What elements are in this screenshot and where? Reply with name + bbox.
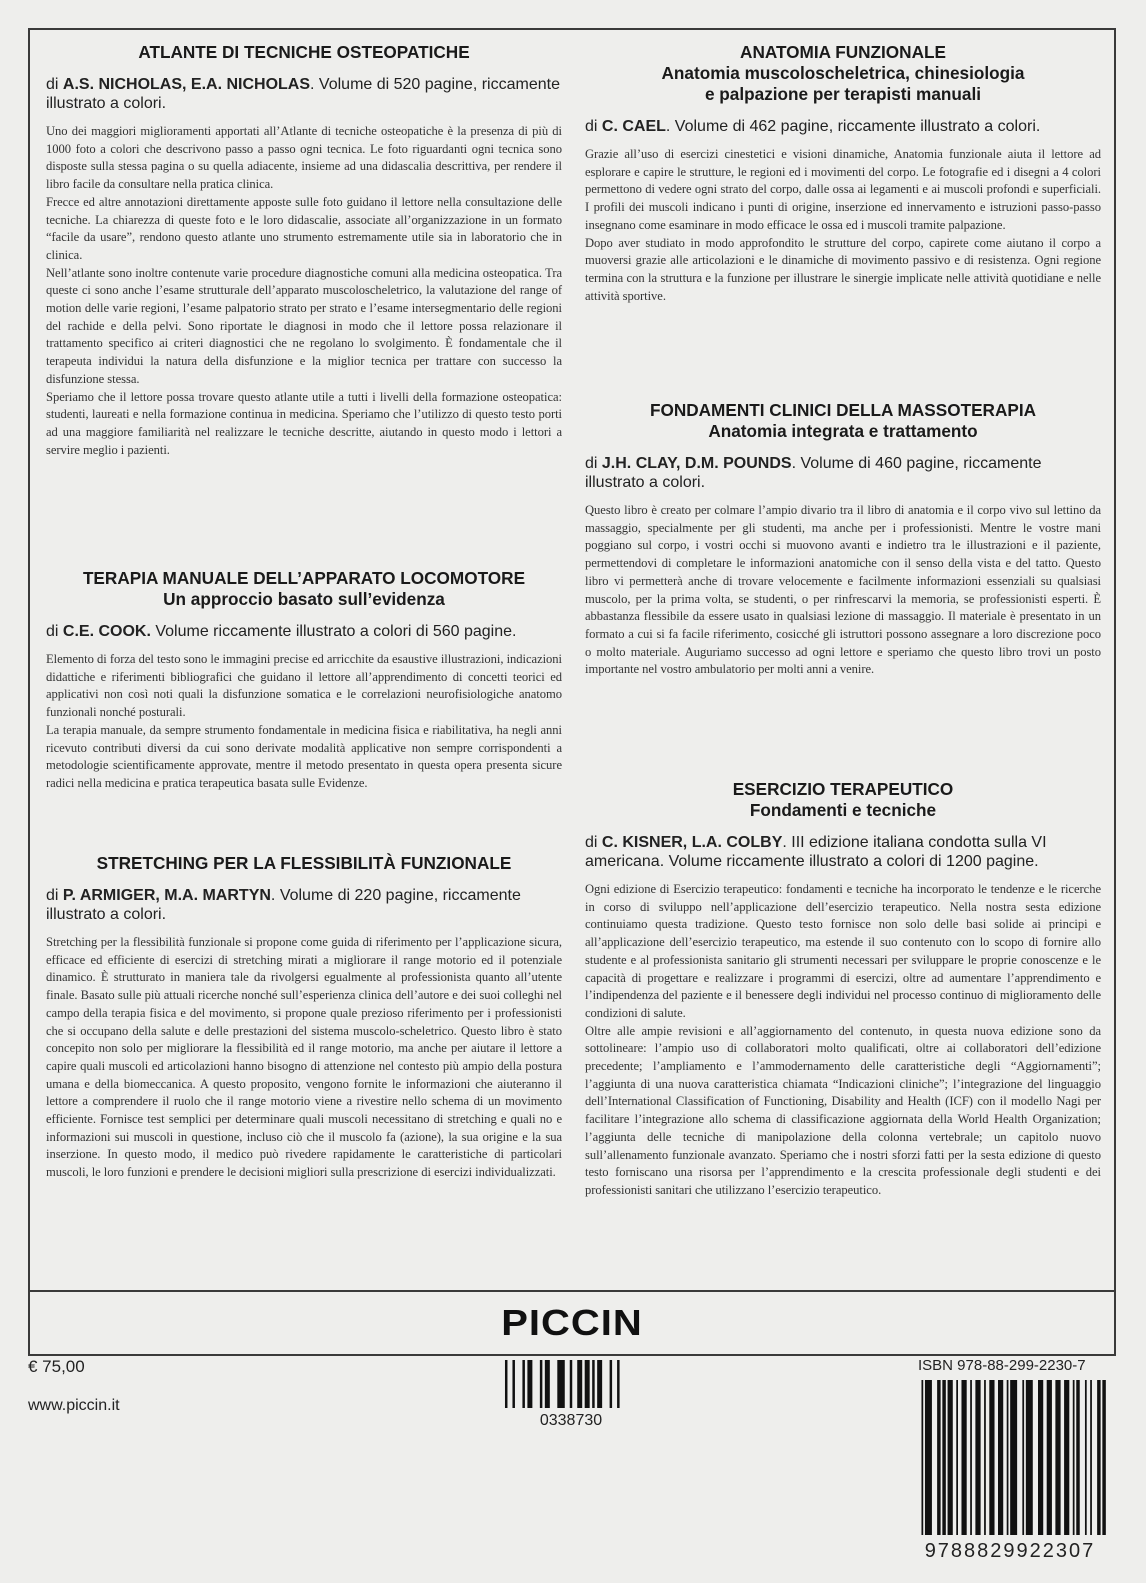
barcode-bar [557,1360,564,1408]
book-authors: A.S. NICHOLAS, E.A. NICHOLAS [62,76,311,93]
barcode-bar [1097,1380,1100,1535]
book-subtitle: Anatomia integrata e trattamento [708,421,978,441]
paragraph: Frecce ed altre annotazioni direttamente apposte sulle foto guidano il lettore nella consultazione delle tecniche. La chiarezza di queste foto e le loro didascalie, associate all’organizzazione in un formato “facile da usare”, rendono questo atlante uno strumento estremamente utile sia in laboratorio che in clinica. [46,194,562,262]
barcode-bar [1085,1380,1087,1535]
book-author-line: di J.H. CLAY, D.M. POUNDS. Volume di 460 pagine, riccamente illustrato a colori. [585,455,1042,491]
paragraph: Elemento di forza del testo sono le immagini precise ed arricchite da esaustive illustrazioni, indicazioni didattiche e riferimenti bibliografici che guidano il lettore all’apprendimento di concetti teorici ed applicativi non così noti quali la disfunzione somatica e le correlazioni neurofisiologiche anatomo funzionali nonché posturali. [46,652,562,720]
book-author-line: di P. ARMIGER, M.A. MARTYN. Volume di 220 pagine, riccamente illustrato a colori. [46,887,521,923]
book-nicholas [46,42,562,459]
book-cook [46,568,562,793]
paragraph: Ogni edizione di Esercizio terapeutico: fondamenti e tecniche ha incorporato le tendenze e le ricerche in corso di sviluppo nell’applicazione dell’esercizio terapeutico. Nella nostra sesta edizione continuiamo questa tradizione. Questo testo fornisce non solo delle basi solide ai principi e all’applicazione dell’esercizio terapeutico, ma estende il suo contenuto con lo scopo di fornire allo studente e al professionista sanitario gli strumenti necessari per sviluppare le proprie conoscenze e le capacità di progettare e realizzare i programmi di esercizi, oltre ad aumentare l’apprendimento e l’indipendenza del paziente e il benessere degli individui nel processo continuo di miglioramento delle condizioni di salute. [585,882,1101,1020]
barcode-bar [570,1360,572,1408]
book-description [585,502,1101,679]
barcode-bar [1047,1380,1052,1535]
barcode-bar [948,1380,953,1535]
barcode-bar [617,1360,619,1408]
book-author-line: di C. CAEL. Volume di 462 pagine, riccamente illustrato a colori. [585,118,1041,135]
isbn-label: ISBN 978-88-299-2230-7 [918,1357,1086,1374]
barcode-bar [1010,1380,1017,1535]
paragraph: Dopo aver studiato in modo approfondito le strutture del corpo, capirete come aiutano il corpo a muoversi grazie alle articolazioni e le dinamiche di movimento passivo e di resistenza. Ogni regione termina con la struttura e la funzione per illustrare le sinergie implicate nelle attività quotidiane e nelle attività sportive. [585,235,1101,303]
barcode-bar [998,1380,1003,1535]
paragraph: Nell’atlante sono inoltre contenute varie procedure diagnostiche comuni alla medicina osteopatica. Tra queste ci sono anche l’esame strutturale dell’apparato muscoloscheletrico, la valutazione del range of motion delle varie regioni, l’esame palpatorio strato per strato e l’esame intersegmentario delle regioni del rachide e della pelvi. Sono riportate le diagnosi in modo che il lettore possa relazionare il trattamento specifico ai criteri diagnostici che ne regolano lo svolgimento. È fondamentale che il terapeuta individui la natura della disfunzione e la miglior tecnica per trattare con successo la disfunzione stessa. [46,265,562,386]
book-description [46,651,562,793]
paragraph: Uno dei maggiori miglioramenti apportati all’Atlante di tecniche osteopatiche è la presenza di più di 1000 foto a colori che descrivono passo a passo ogni tecnica. Le foto riguardanti ogni tecnica sono disposte sulla stessa pagina o su quella adiacente, insieme ad una didascalia descrittiva, per rendere il libro facile da consultare nella pratica clinica. [46,124,562,192]
barcode-bar [522,1360,524,1408]
barcode-bar [545,1360,550,1408]
book-description [585,146,1101,305]
isbn-barcode [918,1380,1118,1535]
paragraph: Oltre alle ampie revisioni e all’aggiornamento del contenuto, in questa nuova edizione sono da sottolineare: l’ampio uso di collaboratori molto qualificati, oltre ai collaboratori dell’edizione precedente; l’ampliamento e l’ammodernamento delle caratteristiche degli “Aggiornamenti”; l’aggiunta di una nuova caratteristica chiamata “Indicazioni cliniche”; l’integrazione del linguaggio dell’International Classification of Functioning, Disability and Health (ICF) con il modello Nagi per facilitare l’integrazione allo schema di classificazione aggiornata della World Health Organization; l’aggiunta delle tecniche di manipolazione della colonna vertebrale; un capitolo nuovo sull’allenamento funzionale avanzato. Speriamo che i nostri sforzi fatti per la sesta edizione di questo testo forniscano una risorsa per l’apprendimento e la crescita professionale degli studenti e dei professionisti sanitari che utilizzano l’esercizio terapeutico. [585,1023,1101,1197]
book-authors: C. CAEL [601,118,666,135]
book-armiger [46,853,562,1182]
barcode-bar [592,1360,594,1408]
barcode-bar [597,1360,602,1408]
left-column [46,30,562,1290]
book-authors: C. KISNER, L.A. COLBY [601,834,783,851]
paragraph: Speriamo che il lettore possa trovare questo atlante utile a tutti i livelli della formazione osteopatica: studenti, laureati e nella formazione continua in medicina. Speriamo che l’utilizzo di questo testo porti ad una maggiore familiarità nel realizzare le tecniche descritte, aiutando in questo modo i lettori a servire meglio i pazienti. [46,389,562,457]
ean-number: 9788829922307 [924,1540,1096,1562]
barcode-bar [956,1380,958,1535]
barcode-bar [1026,1380,1033,1535]
internal-code: 0338730 [539,1412,603,1429]
book-title: ANATOMIA FUNZIONALE [740,42,946,62]
book-title: STRETCHING PER LA FLESSIBILITÀ FUNZIONALE [96,853,512,873]
footer-divider [30,1290,1114,1292]
book-description [46,934,562,1182]
book-author-line: di C.E. COOK. Volume riccamente illustrato a colori di 560 pagine. [46,623,517,640]
barcode-bar [1055,1380,1060,1535]
paragraph: Grazie all’uso di esercizi cinestetici e visioni dinamiche, Anatomia funzionale aiuta il lettore ad esplorare e capire le strutture, le regioni ed i movimenti del corpo. Le fotografie ed i disegni a 4 colori permettono di vedere ogni strato del corpo, dalle ossa ai legamenti e ai muscoli profondi e superficiali. I profili dei muscoli indicano i punti di origine, inserzione ed innervamento e istruzioni passo-passo insegnano come esaminare in modo efficace le ossa ed i muscoli tramite palpazione. [585,147,1101,232]
barcode-bar [975,1380,980,1535]
book-cael [585,42,1101,305]
barcode-bar [527,1360,532,1408]
book-kisner [585,779,1101,1200]
barcode-bar [961,1380,966,1535]
barcode-bar [1076,1380,1079,1535]
barcode-bar [1022,1380,1024,1535]
right-column [585,30,1101,1290]
book-authors: J.H. CLAY, D.M. POUNDS [601,455,792,472]
book-subtitle-2: e palpazione per terapisti manuali [704,84,982,104]
book-description [585,881,1101,1200]
barcode-bar [512,1360,514,1408]
barcode-bar [937,1380,940,1535]
barcode-bar [585,1360,590,1408]
back-cover-frame [28,28,1116,1356]
barcode-bar [942,1380,945,1535]
book-title: ESERCIZIO TERAPEUTICO [732,779,954,799]
book-authors: C.E. COOK. [62,623,151,640]
book-title: TERAPIA MANUALE DELL’APPARATO LOCOMOTORE [82,568,526,588]
barcode-bar [989,1380,994,1535]
barcode-bar [1064,1380,1069,1535]
book-subtitle: Fondamenti e tecniche [749,800,937,820]
paragraph: Questo libro è creato per colmare l’ampio divario tra il libro di anatomia e il corpo vivo sul lettino da massaggio, specialmente per gli studenti, ma anche per i professionisti. Mentre le vostre mani poggiano sul corpo, i vostri occhi si muovono avanti e indietro tra le illustrazioni e il paziente, permettendovi di completare le informazioni anatomiche con il senso della vista e del tatto. Questo libro vi permetterà anche di trovare velocemente e facilmente informazioni essenziali su qualsiasi muscolo, per la prima volta, se studenti, o per rinfrescarvi la memoria, se professionisti esperti. È abbastanza flessibile da essere usato in qualsiasi lezione di massaggio. Il materiale è presentato in un formato a cui si fa facile riferimento, cosicché gli istruttori possono assegnare a loro discrezione poco o molto materiale. Auguriamo successo ad ogni lettore e speriamo che questo libro trovi un posto importante nel vostro ambulatorio per molti anni a venire. [585,503,1101,677]
publisher-logo: PICCIN [501,1303,643,1343]
barcode-bar [505,1360,507,1408]
book-author-line: di C. KISNER, L.A. COLBY. III edizione italiana condotta sulla VI americana. Volume riccamente illustrato a colori di 1200 pagine. [585,834,1047,870]
book-subtitle: Anatomia muscoloscheletrica, chinesiologia [661,63,1025,83]
barcode-bar [921,1380,923,1535]
paragraph: Stretching per la flessibilità funzionale si propone come guida di riferimento per l’applicazione sicura, efficace ed efficiente di esercizi di stretching mirati a migliorare il range motorio ed il potenziale dinamico. È strutturato in maniera tale da rivolgersi egualmente al professionista quanto all’utente finale. Basato sulle più attuali ricerche nonché sull’esperienza clinica dell’autore e dei suoi colleghi nel campo della terapia fisica e del movimento, si propone quale prezioso riferimento per i professionisti che si occupano della salute e delle prestazioni del sistema muscolo-scheletrico. Questo libro è stato concepito non solo per migliorare la flessibilità ed il range motorio, ma anche per aiutare il lettore a capire quali muscoli ed articolazioni hanno bisogno di attenzione nel contesto più ampio della postura umana e della biomeccanica. A questo proposito, vengono fornite le informazioni che aiuteranno il lettore a comprendere il ruolo che il range motorio viene a rivestire nello schema di un movimento efficiente. Fornisce test semplici per determinare quali muscoli necessitano di stretching e quali no e informazioni sui muscoli in questione, incluso ciò che il muscolo fa (azione), la sua origine e la sua inserzione. In questo modo, il medico può rivedere rapidamente le caratteristiche di particolari muscoli, le loro funzioni e prendere le decisioni migliori sulla prescrizione di esercizi individualizzati. [46,935,562,1180]
price: € 75,00 [28,1357,85,1376]
barcode-bar [1007,1380,1009,1535]
book-description [46,123,562,459]
book-subtitle: Un approccio basato sull’evidenza [163,589,445,609]
internal-barcode [500,1360,642,1408]
barcode-bar [970,1380,972,1535]
barcode-bar [984,1380,986,1535]
barcode-bar [577,1360,582,1408]
book-clay [585,400,1101,679]
barcode-bar [1038,1380,1043,1535]
barcode-bar [1073,1380,1075,1535]
website-link[interactable]: www.piccin.it [28,1397,120,1414]
barcode-bar [540,1360,542,1408]
book-title: ATLANTE DI TECNICHE OSTEOPATICHE [138,42,470,62]
barcode-bar [1090,1380,1092,1535]
barcode-bar [1102,1380,1105,1535]
book-author-line: di A.S. NICHOLAS, E.A. NICHOLAS. Volume di 520 pagine, riccamente illustrato a colori. [46,76,560,112]
paragraph: La terapia manuale, da sempre strumento fondamentale in medicina fisica e riabilitativa, ha negli anni ricevuto contributi diversi da cui sono derivate modalità applicative non sempre corrispondenti a metodologie scientificamente approvate, mentre il metodo presentato in questa opera presenta sicure radici nella medicina e pratica terapeutica basata sulle Evidenze. [46,722,562,790]
book-authors: P. ARMIGER, M.A. MARTYN [62,887,271,904]
barcode-bar [610,1360,612,1408]
book-title: FONDAMENTI CLINICI DELLA MASSOTERAPIA [649,400,1037,420]
barcode-bar [925,1380,932,1535]
